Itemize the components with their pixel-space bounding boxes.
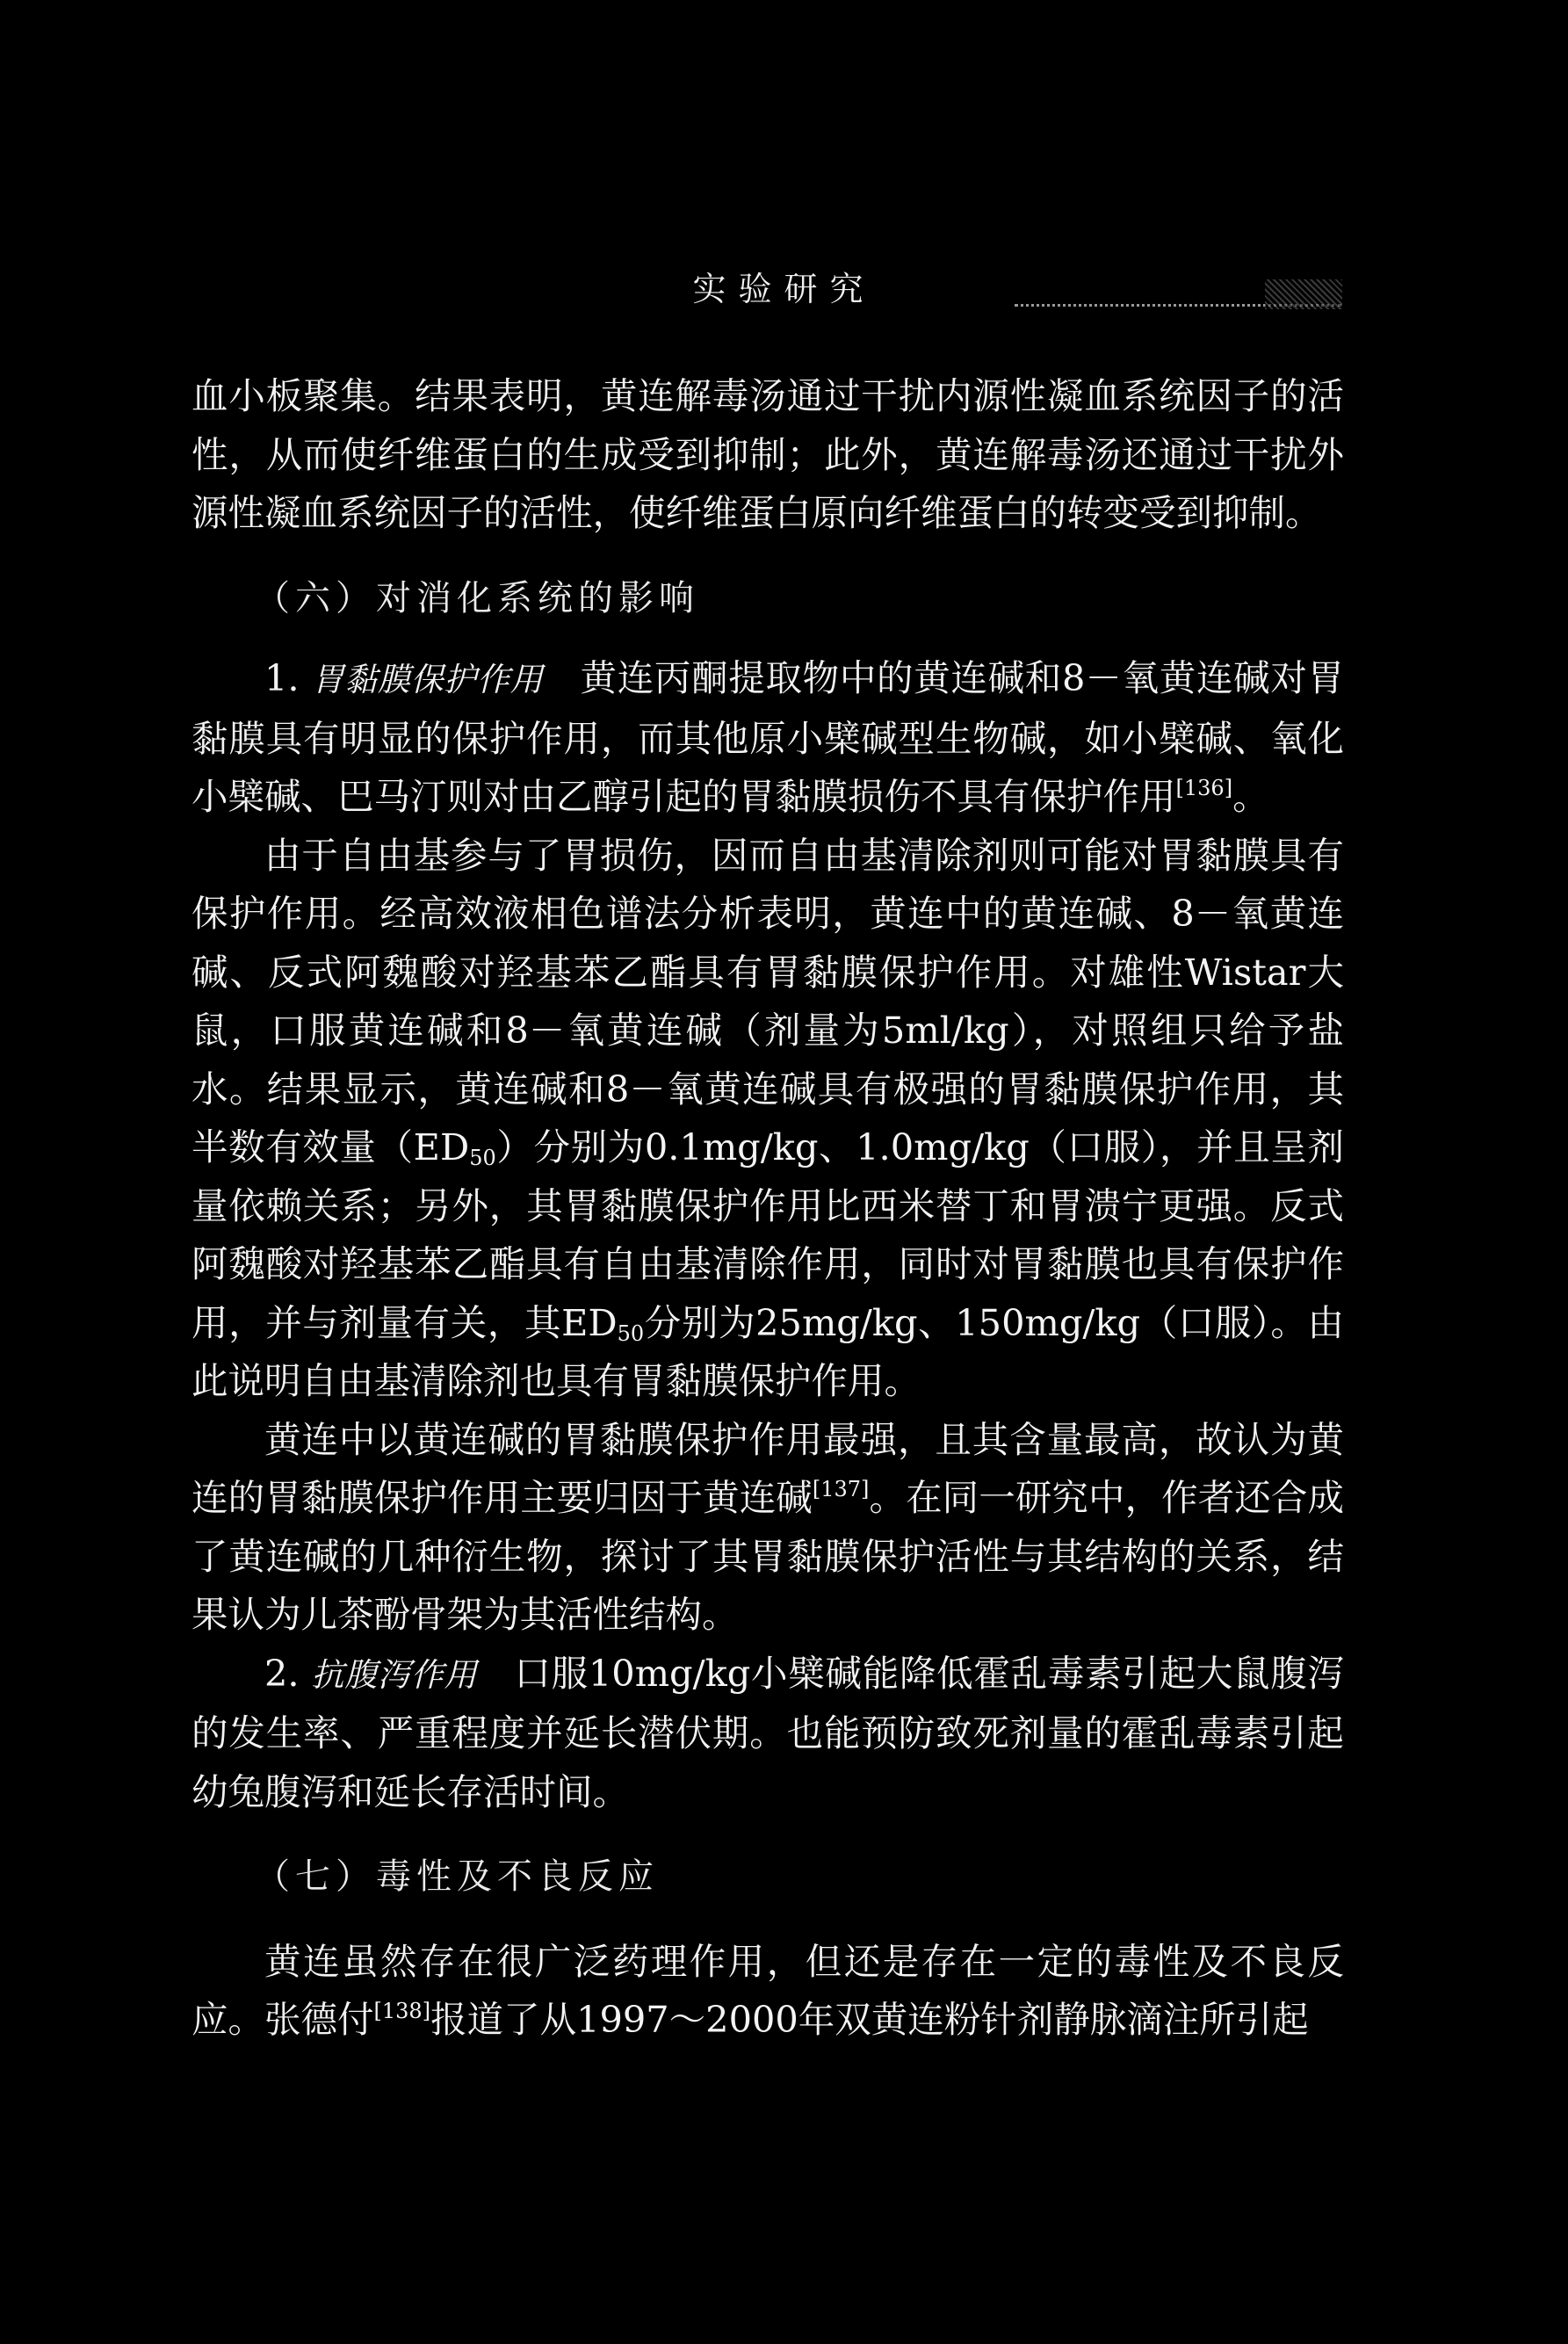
citation-136: [136] — [1175, 776, 1233, 800]
section-heading-digestive: （六）对消化系统的影响 — [255, 577, 699, 619]
paragraph-text: 分别为25mg/kg、150mg/kg（口服）。由此说明自由基清除剂也具有胃黏膜保护作用。 — [191, 1300, 1344, 1402]
paragraph-coptisine — [191, 1411, 1344, 1645]
body-text — [191, 367, 1344, 2050]
paragraph-text: 由于自由基参与了胃损伤，因而自由基清除剂则可能对胃黏膜具有保护作用。经高效液相色谱法分析表明，黄连中的黄连碱、8－氧黄连碱、反式阿魏酸对羟基苯乙酯具有胃黏膜保护作用。对雄性Wistar大鼠，口服黄连碱和8－氧黄连碱（剂量为5ml/kg），对照组只给予盐水。结果显示，黄连碱和8－氧黄连碱具有极强的胃黏膜保护作用，其半数有效量（ED — [191, 833, 1344, 1168]
paragraph-blood: 血小板聚集。结果表明，黄连解毒汤通过干扰内源性凝血系统因子的活性，从而使纤维蛋白的生成受到抑制；此外，黄连解毒汤还通过干扰外源性凝血系统因子的活性，使纤维蛋白原向纤维蛋白的转变受到抑制。 — [191, 374, 1344, 534]
paragraph-gastric-protection — [191, 649, 1344, 827]
paragraph-text: 。在同一研究中，作者还合成了黄连碱的几种衍生物，探讨了其胃黏膜保护活性与其结构的关系，结果认为儿茶酚骨架为其活性结构。 — [191, 1476, 1344, 1636]
paragraph-text: 黄连中以黄连碱的胃黏膜保护作用最强，且其含量最高，故认为黄连的胃黏膜保护作用主要归因于黄连碱 — [191, 1417, 1344, 1519]
paragraph-end: 。 — [1232, 775, 1269, 818]
paragraph-text: 口服10mg/kg小檗碱能降低霍乱毒素引起大鼠腹泻的发生率、严重程度并延长潜伏期。也能预防致死剂量的霍乱毒素引起幼兔腹泻和延长存活时间。 — [191, 1651, 1344, 1813]
running-header: 实验研究 — [692, 270, 876, 308]
item-number: 2. — [264, 1651, 300, 1695]
paragraph-text: 黄连丙酮提取物中的黄连碱和8－氧黄连碱对胃黏膜具有明显的保护作用，而其他原小檗碱型生物碱，如小檗碱、氧化小檗碱、巴马汀则对由乙醇引起的胃黏膜损伤不具有保护作用 — [191, 656, 1345, 818]
scan-smudge — [1265, 279, 1342, 309]
section-heading-toxicity: （七）毒性及不良反应 — [255, 1856, 659, 1897]
item-number: 1. — [264, 656, 300, 699]
subscript-50: 50 — [617, 1320, 645, 1346]
citation-137: [137] — [812, 1477, 870, 1501]
subscript-50: 50 — [469, 1146, 496, 1170]
subheading-antidiarrheal: 抗腹泻作用 — [311, 1655, 478, 1694]
paragraph-text: 报道了从1997～2000年双黄连粉针剂静脉滴注所引起 — [430, 1998, 1309, 2041]
paragraph-toxicity — [191, 1933, 1344, 2050]
paragraph-text: ）分别为0.1mg/kg、1.0mg/kg（口服），并且呈剂量依赖关系；另外，其胃黏膜保护作用比西米替丁和胃溃宁更强。反式阿魏酸对羟基苯乙酯具有自由基清除作用，同时对胃黏膜也具有保护作用，并与剂量有关，其ED — [191, 1125, 1344, 1344]
paragraph-free-radical — [191, 827, 1344, 1411]
paragraph-text: 黄连虽然存在很广泛药理作用，但还是存在一定的毒性及不良反应。张德付 — [191, 1939, 1344, 2041]
paragraph-antidiarrheal — [191, 1645, 1344, 1822]
subheading-gastric: 胃黏膜保护作用 — [311, 661, 544, 698]
citation-138: [138] — [373, 1999, 431, 2023]
